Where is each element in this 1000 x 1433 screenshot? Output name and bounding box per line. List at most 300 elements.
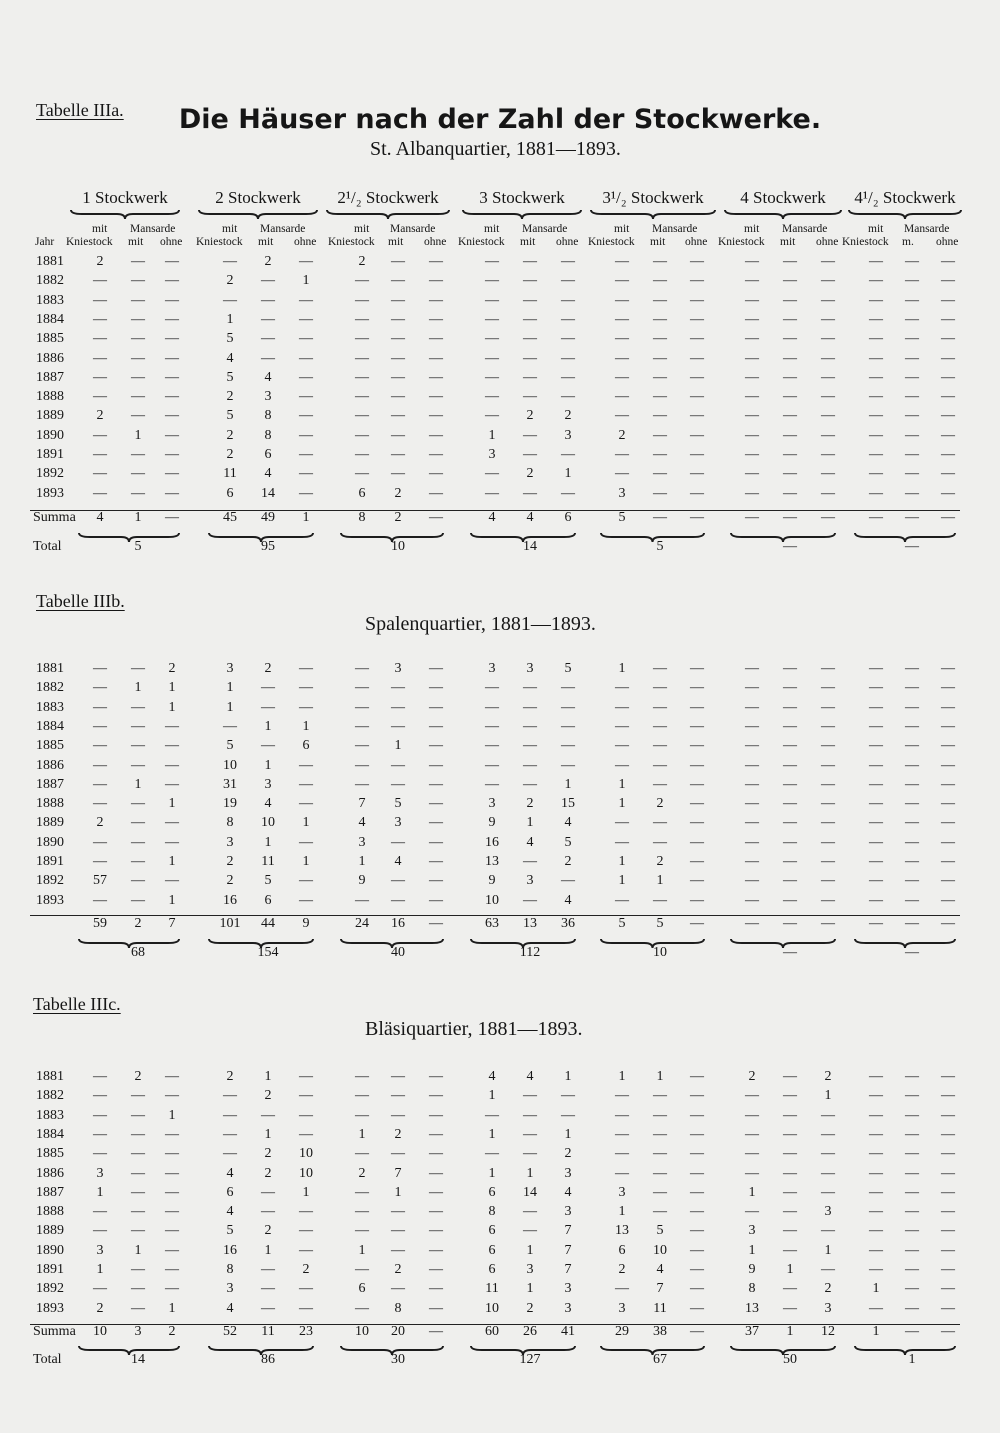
- data-cell: —: [299, 1300, 313, 1316]
- data-cell: —: [653, 892, 667, 908]
- data-cell: 3: [96, 1242, 104, 1258]
- data-cell: —: [131, 1223, 145, 1239]
- data-cell: —: [429, 892, 443, 908]
- summa-cell: 7: [168, 916, 176, 931]
- data-cell: 1: [168, 854, 176, 869]
- data-cell: —: [869, 834, 883, 850]
- data-cell: —: [783, 892, 797, 908]
- data-cell: —: [131, 1107, 145, 1123]
- data-cell: —: [429, 447, 443, 462]
- data-cell: 4: [358, 815, 366, 831]
- data-cell: —: [429, 1262, 443, 1277]
- data-cell: —: [131, 661, 145, 676]
- subheader-mansarde: Mansarde: [390, 223, 436, 235]
- data-cell: —: [299, 776, 313, 792]
- subheader-mit: mit: [92, 223, 108, 235]
- row-year: 1893: [36, 892, 64, 908]
- data-cell: —: [165, 485, 179, 501]
- data-cell: 10: [299, 1146, 313, 1162]
- data-cell: —: [821, 1146, 835, 1162]
- data-cell: —: [821, 408, 835, 424]
- data-cell: 3: [564, 1204, 572, 1220]
- table-row: [0, 1146, 1000, 1165]
- data-cell: —: [131, 254, 145, 269]
- data-cell: —: [869, 1069, 883, 1084]
- summa-cell: 8: [358, 510, 366, 525]
- data-cell: —: [905, 854, 919, 869]
- data-cell: —: [615, 350, 629, 366]
- data-cell: —: [690, 873, 704, 889]
- data-cell: —: [690, 834, 704, 850]
- data-cell: —: [165, 311, 179, 327]
- data-cell: 1: [526, 1242, 534, 1258]
- data-cell: —: [485, 350, 499, 366]
- subheader-mit: mit: [614, 223, 630, 235]
- data-cell: —: [391, 1281, 405, 1297]
- data-cell: —: [523, 447, 537, 462]
- data-cell: —: [391, 427, 405, 443]
- data-cell: —: [429, 873, 443, 889]
- data-cell: —: [391, 892, 405, 908]
- data-cell: —: [523, 699, 537, 715]
- total-label: Total: [33, 1352, 62, 1367]
- data-cell: —: [93, 680, 107, 696]
- data-cell: —: [941, 699, 955, 715]
- data-cell: 8: [748, 1281, 756, 1297]
- summa-cell: 26: [523, 1324, 537, 1339]
- data-cell: —: [783, 796, 797, 812]
- total-label: Total: [33, 539, 62, 554]
- data-cell: 1: [748, 1184, 756, 1200]
- summa-cell: 4: [526, 510, 534, 525]
- summa-cell: —: [429, 1324, 443, 1339]
- data-cell: —: [299, 873, 313, 889]
- total-cell: 154: [257, 945, 279, 960]
- data-cell: —: [745, 427, 759, 443]
- data-cell: —: [485, 273, 499, 289]
- data-cell: 3: [564, 1165, 572, 1181]
- data-cell: —: [615, 273, 629, 289]
- subheader-mit: mit: [484, 223, 500, 235]
- data-cell: —: [391, 776, 405, 792]
- data-cell: —: [745, 699, 759, 715]
- data-cell: —: [653, 718, 667, 734]
- data-cell: —: [653, 1146, 667, 1162]
- data-cell: 2: [168, 661, 176, 676]
- data-cell: 4: [564, 1184, 572, 1200]
- data-cell: 3: [96, 1165, 104, 1181]
- data-cell: —: [905, 427, 919, 443]
- data-cell: —: [223, 1107, 237, 1123]
- data-cell: —: [429, 680, 443, 696]
- data-cell: —: [261, 331, 275, 347]
- subheader-mansarde: Mansarde: [522, 223, 568, 235]
- data-cell: —: [355, 757, 369, 773]
- data-cell: —: [261, 350, 275, 366]
- data-cell: —: [941, 892, 955, 908]
- data-cell: 1: [564, 1126, 572, 1142]
- data-cell: 1: [618, 1069, 626, 1084]
- data-cell: —: [653, 311, 667, 327]
- data-cell: —: [783, 1242, 797, 1258]
- data-cell: —: [355, 661, 369, 676]
- data-cell: —: [299, 408, 313, 424]
- data-cell: —: [690, 892, 704, 908]
- data-cell: —: [653, 1088, 667, 1104]
- data-cell: —: [821, 369, 835, 385]
- data-cell: —: [391, 1088, 405, 1104]
- data-cell: —: [165, 1165, 179, 1181]
- data-cell: —: [131, 738, 145, 754]
- data-cell: —: [165, 834, 179, 850]
- table-row: [0, 680, 1000, 699]
- data-cell: 7: [564, 1262, 572, 1277]
- data-cell: —: [783, 1088, 797, 1104]
- data-cell: 1: [134, 680, 142, 696]
- data-cell: 10: [653, 1242, 667, 1258]
- data-cell: —: [561, 369, 575, 385]
- summa-cell: 11: [261, 1324, 275, 1339]
- data-cell: —: [615, 1281, 629, 1297]
- table-row: [0, 854, 1000, 873]
- table-label: Tabelle IIIc.: [33, 994, 121, 1014]
- data-cell: 1: [618, 661, 626, 676]
- data-cell: —: [429, 776, 443, 792]
- data-cell: —: [429, 699, 443, 715]
- data-cell: —: [223, 1088, 237, 1104]
- data-cell: —: [93, 1281, 107, 1297]
- summa-cell: 4: [488, 510, 496, 525]
- data-cell: 3: [264, 389, 272, 405]
- data-cell: —: [690, 369, 704, 385]
- data-cell: —: [299, 369, 313, 385]
- data-cell: 2: [226, 1069, 234, 1084]
- data-cell: —: [941, 776, 955, 792]
- subheader-ohne: ohne: [816, 236, 839, 248]
- subheader-ohne: ohne: [294, 236, 317, 248]
- data-cell: —: [745, 331, 759, 347]
- data-cell: 3: [264, 776, 272, 792]
- table-row: [0, 1166, 1000, 1185]
- data-cell: —: [523, 1223, 537, 1239]
- data-cell: 2: [824, 1069, 832, 1084]
- data-cell: 2: [264, 1165, 272, 1181]
- data-cell: 2: [656, 854, 664, 869]
- data-cell: —: [905, 718, 919, 734]
- data-cell: 3: [748, 1223, 756, 1239]
- data-cell: —: [905, 1126, 919, 1142]
- group-header-7: 4¹/₂ Stockwerk: [854, 188, 956, 207]
- data-cell: 5: [656, 1223, 664, 1239]
- data-cell: —: [485, 776, 499, 792]
- summa-row: [0, 916, 1000, 935]
- data-cell: 2: [96, 408, 104, 424]
- data-cell: —: [905, 680, 919, 696]
- data-cell: —: [355, 350, 369, 366]
- summa-cell: 1: [302, 510, 310, 525]
- data-cell: —: [523, 311, 537, 327]
- data-cell: 1: [302, 1184, 310, 1200]
- data-cell: —: [485, 408, 499, 424]
- data-cell: —: [869, 1300, 883, 1316]
- summa-label: Summa: [33, 510, 76, 525]
- data-cell: —: [223, 718, 237, 734]
- data-cell: —: [869, 718, 883, 734]
- row-year: 1893: [36, 1300, 64, 1316]
- data-cell: —: [783, 1184, 797, 1200]
- data-cell: —: [523, 1204, 537, 1220]
- table-row: [0, 893, 1000, 912]
- data-cell: —: [485, 699, 499, 715]
- data-cell: —: [299, 292, 313, 308]
- data-cell: —: [485, 485, 499, 501]
- summa-cell: 60: [485, 1324, 499, 1339]
- summa-cell: 3: [134, 1324, 142, 1339]
- data-cell: —: [165, 1242, 179, 1258]
- data-cell: —: [869, 1223, 883, 1239]
- data-cell: —: [523, 369, 537, 385]
- data-cell: —: [485, 292, 499, 308]
- data-cell: 1: [168, 796, 176, 812]
- data-cell: —: [783, 311, 797, 327]
- data-cell: 6: [358, 1281, 366, 1297]
- summa-cell: 2: [394, 510, 402, 525]
- data-cell: —: [93, 1146, 107, 1162]
- data-cell: —: [429, 796, 443, 812]
- data-cell: —: [299, 1281, 313, 1297]
- table-row: [0, 700, 1000, 719]
- data-cell: 8: [264, 427, 272, 443]
- table-subtitle: Spalenquartier, 1881—1893.: [365, 613, 596, 635]
- summa-cell: 9: [302, 916, 310, 931]
- group-header-brace: [326, 209, 450, 221]
- data-cell: —: [429, 311, 443, 327]
- table-row: [0, 1281, 1000, 1300]
- subheader-mansarde-mit: mit: [128, 236, 144, 248]
- row-year: 1888: [36, 796, 64, 812]
- data-cell: 1: [96, 1262, 104, 1277]
- data-cell: —: [165, 254, 179, 269]
- data-cell: —: [905, 485, 919, 501]
- summa-cell: —: [745, 916, 759, 931]
- data-cell: —: [745, 485, 759, 501]
- row-year: 1891: [36, 1262, 64, 1277]
- data-cell: —: [561, 485, 575, 501]
- summa-cell: 16: [391, 916, 405, 931]
- data-cell: —: [941, 1262, 955, 1277]
- data-cell: —: [941, 1281, 955, 1297]
- data-cell: —: [299, 1069, 313, 1084]
- table-row: [0, 408, 1000, 427]
- subheader-kniestock: Kniestock: [196, 236, 243, 248]
- data-cell: —: [261, 1184, 275, 1200]
- data-cell: —: [131, 1165, 145, 1181]
- data-cell: 3: [564, 427, 572, 443]
- data-cell: —: [745, 254, 759, 269]
- data-cell: —: [783, 776, 797, 792]
- summa-cell: 1: [872, 1324, 880, 1339]
- data-cell: —: [941, 466, 955, 482]
- data-cell: 6: [264, 447, 272, 462]
- data-cell: —: [131, 1088, 145, 1104]
- data-cell: 2: [264, 254, 272, 269]
- data-cell: —: [690, 1242, 704, 1258]
- data-cell: —: [93, 796, 107, 812]
- data-cell: —: [131, 718, 145, 734]
- data-cell: —: [561, 389, 575, 405]
- data-cell: —: [745, 776, 759, 792]
- data-cell: 2: [526, 466, 534, 482]
- data-cell: 4: [226, 1204, 234, 1220]
- data-cell: —: [745, 389, 759, 405]
- total-cell: 14: [523, 539, 537, 554]
- data-cell: —: [941, 350, 955, 366]
- row-year: 1887: [36, 776, 64, 792]
- table-row: [0, 1127, 1000, 1146]
- data-cell: —: [615, 738, 629, 754]
- data-cell: —: [869, 369, 883, 385]
- data-cell: —: [745, 815, 759, 831]
- data-cell: —: [783, 854, 797, 869]
- data-cell: —: [690, 485, 704, 501]
- data-cell: 3: [488, 447, 496, 462]
- row-year: 1883: [36, 699, 64, 715]
- data-cell: —: [93, 1204, 107, 1220]
- data-cell: 5: [264, 873, 272, 889]
- data-cell: —: [905, 1204, 919, 1220]
- data-cell: —: [429, 273, 443, 289]
- data-cell: —: [941, 1242, 955, 1258]
- data-cell: —: [523, 427, 537, 443]
- data-cell: 6: [226, 1184, 234, 1200]
- data-cell: —: [941, 1223, 955, 1239]
- subheader-mit: mit: [868, 223, 884, 235]
- data-cell: —: [523, 1146, 537, 1162]
- data-cell: —: [745, 834, 759, 850]
- data-cell: —: [783, 834, 797, 850]
- data-cell: 11: [653, 1300, 667, 1316]
- data-cell: 2: [96, 815, 104, 831]
- data-cell: —: [653, 292, 667, 308]
- data-cell: 3: [488, 796, 496, 812]
- data-cell: —: [391, 254, 405, 269]
- subheader-mansarde-mit: mit: [520, 236, 536, 248]
- data-cell: —: [165, 815, 179, 831]
- summa-cell: 20: [391, 1324, 405, 1339]
- data-cell: —: [690, 1146, 704, 1162]
- subheader-ohne: ohne: [556, 236, 579, 248]
- data-cell: —: [131, 273, 145, 289]
- data-cell: 2: [656, 796, 664, 812]
- data-cell: —: [905, 699, 919, 715]
- data-cell: 1: [226, 311, 234, 327]
- data-cell: 15: [561, 796, 575, 812]
- data-cell: 1: [264, 757, 272, 773]
- summa-cell: 45: [223, 510, 237, 525]
- data-cell: —: [690, 1262, 704, 1277]
- data-cell: 2: [264, 1146, 272, 1162]
- data-cell: —: [745, 1204, 759, 1220]
- data-cell: —: [93, 1126, 107, 1142]
- data-cell: 1: [564, 466, 572, 482]
- data-cell: —: [165, 331, 179, 347]
- row-year: 1892: [36, 873, 64, 889]
- data-cell: —: [299, 1223, 313, 1239]
- total-row: [0, 945, 1000, 965]
- data-cell: —: [653, 834, 667, 850]
- data-cell: 6: [488, 1223, 496, 1239]
- data-cell: —: [355, 447, 369, 462]
- data-cell: —: [869, 331, 883, 347]
- data-cell: 3: [824, 1300, 832, 1316]
- data-cell: 10: [223, 757, 237, 773]
- page-title: Die Häuser nach der Zahl der Stockwerke.: [178, 104, 822, 135]
- column-header-jahr: Jahr: [35, 236, 55, 248]
- subheader-kniestock: Kniestock: [328, 236, 375, 248]
- data-cell: —: [523, 892, 537, 908]
- data-cell: —: [93, 350, 107, 366]
- data-cell: —: [391, 1146, 405, 1162]
- data-cell: —: [523, 254, 537, 269]
- data-cell: 2: [264, 1223, 272, 1239]
- table-row: [0, 873, 1000, 892]
- data-cell: —: [165, 408, 179, 424]
- data-cell: —: [690, 292, 704, 308]
- data-cell: —: [905, 1069, 919, 1084]
- group-header-brace: [724, 209, 842, 221]
- data-cell: —: [93, 757, 107, 773]
- data-cell: —: [391, 273, 405, 289]
- data-cell: —: [941, 273, 955, 289]
- data-cell: 14: [523, 1184, 537, 1200]
- data-cell: —: [485, 369, 499, 385]
- subheader-kniestock: Kniestock: [588, 236, 635, 248]
- data-cell: —: [615, 680, 629, 696]
- data-cell: —: [165, 273, 179, 289]
- data-cell: 2: [618, 427, 626, 443]
- subheader-mit: mit: [222, 223, 238, 235]
- data-cell: —: [299, 1107, 313, 1123]
- data-cell: 1: [394, 738, 402, 754]
- data-cell: 8: [226, 1262, 234, 1277]
- data-cell: —: [299, 1204, 313, 1220]
- data-cell: 10: [485, 892, 499, 908]
- data-cell: 1: [748, 1242, 756, 1258]
- data-cell: —: [355, 466, 369, 482]
- data-cell: —: [653, 369, 667, 385]
- summa-cell: —: [745, 510, 759, 525]
- row-year: 1882: [36, 680, 64, 696]
- data-cell: 3: [394, 815, 402, 831]
- data-cell: 4: [226, 1165, 234, 1181]
- total-cell: 67: [653, 1352, 667, 1367]
- summa-cell: —: [821, 510, 835, 525]
- total-cell: —: [783, 539, 797, 554]
- data-cell: —: [355, 1300, 369, 1316]
- data-cell: —: [131, 873, 145, 889]
- summa-cell: —: [783, 510, 797, 525]
- summa-row: [0, 510, 1000, 529]
- row-year: 1883: [36, 1107, 64, 1123]
- data-cell: 1: [526, 1281, 534, 1297]
- row-year: 1886: [36, 350, 64, 366]
- summa-cell: 5: [618, 916, 626, 931]
- data-cell: —: [905, 873, 919, 889]
- data-cell: —: [745, 1146, 759, 1162]
- data-cell: —: [523, 389, 537, 405]
- row-year: 1885: [36, 331, 64, 347]
- summa-cell: —: [690, 1324, 704, 1339]
